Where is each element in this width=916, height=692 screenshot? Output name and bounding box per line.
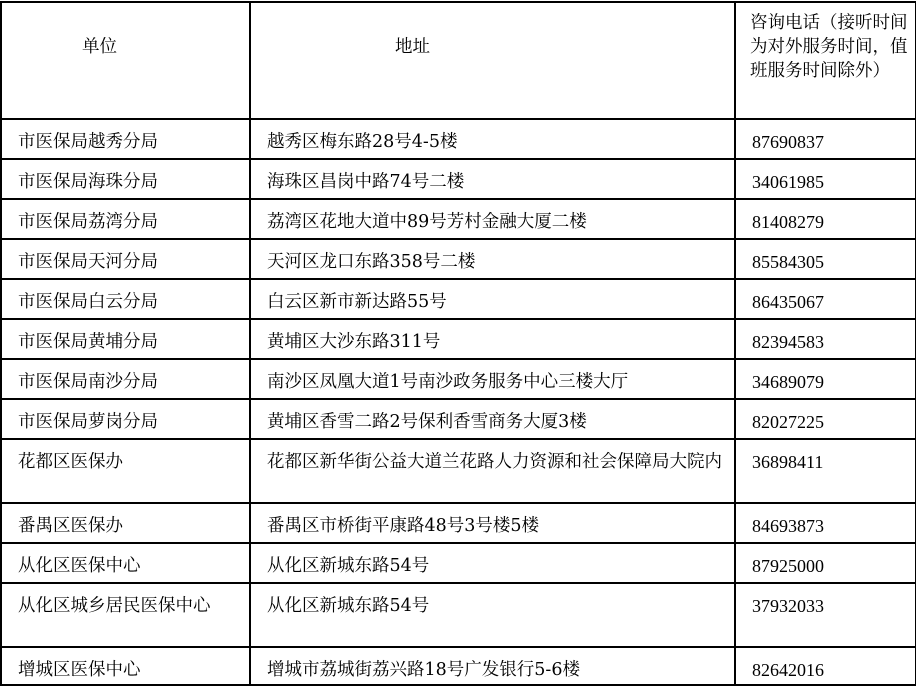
cell-address: 花都区新华街公益大道兰花路人力资源和社会保障局大院内 [250, 439, 735, 503]
cell-phone: 82394583 [735, 319, 916, 359]
cell-unit: 市医保局萝岗分局 [1, 399, 250, 439]
table-row [1, 503, 916, 543]
table-row [1, 543, 916, 583]
cell-address: 增城市荔城街荔兴路18号广发银行5-6楼 [250, 647, 735, 685]
table-row [1, 199, 916, 239]
cell-unit: 市医保局荔湾分局 [1, 199, 250, 239]
table-row [1, 159, 916, 199]
cell-address: 海珠区昌岗中路74号二楼 [250, 159, 735, 199]
contact-table [0, 1, 916, 686]
table-row [1, 359, 916, 399]
cell-unit: 市医保局白云分局 [1, 279, 250, 319]
cell-address: 越秀区梅东路28号4-5楼 [250, 119, 735, 159]
table-row [1, 239, 916, 279]
cell-unit: 增城区医保中心 [1, 647, 250, 685]
cell-address: 黄埔区大沙东路311号 [250, 319, 735, 359]
cell-unit: 花都区医保办 [1, 439, 250, 503]
table-row [1, 279, 916, 319]
cell-phone: 34689079 [735, 359, 916, 399]
cell-address: 番禺区市桥街平康路48号3号楼5楼 [250, 503, 735, 543]
cell-unit: 从化区医保中心 [1, 543, 250, 583]
header-row [1, 2, 916, 119]
cell-unit: 从化区城乡居民医保中心 [1, 583, 250, 647]
cell-address: 天河区龙口东路358号二楼 [250, 239, 735, 279]
table-row [1, 319, 916, 359]
table-row [1, 583, 916, 647]
table-row [1, 647, 916, 685]
cell-phone: 37932033 [735, 583, 916, 647]
cell-address: 从化区新城东路54号 [250, 583, 735, 647]
cell-phone: 84693873 [735, 503, 916, 543]
header-phone: 咨询电话（接听时间为对外服务时间，值班服务时间除外） [735, 2, 916, 119]
cell-unit: 番禺区医保办 [1, 503, 250, 543]
cell-address: 荔湾区花地大道中89号芳村金融大厦二楼 [250, 199, 735, 239]
cell-phone: 86435067 [735, 279, 916, 319]
cell-unit: 市医保局黄埔分局 [1, 319, 250, 359]
table-row [1, 119, 916, 159]
cell-address: 黄埔区香雪二路2号保利香雪商务大厦3楼 [250, 399, 735, 439]
cell-unit: 市医保局南沙分局 [1, 359, 250, 399]
cell-phone: 82027225 [735, 399, 916, 439]
cell-unit: 市医保局越秀分局 [1, 119, 250, 159]
cell-phone: 34061985 [735, 159, 916, 199]
cell-phone: 85584305 [735, 239, 916, 279]
cell-phone: 36898411 [735, 439, 916, 503]
cell-phone: 81408279 [735, 199, 916, 239]
cell-unit: 市医保局海珠分局 [1, 159, 250, 199]
cell-unit: 市医保局天河分局 [1, 239, 250, 279]
cell-address: 南沙区凤凰大道1号南沙政务服务中心三楼大厅 [250, 359, 735, 399]
cell-phone: 87925000 [735, 543, 916, 583]
table-row [1, 439, 916, 503]
header-unit: 单位 [1, 2, 250, 119]
cell-phone: 82642016 [735, 647, 916, 685]
cell-address: 白云区新市新达路55号 [250, 279, 735, 319]
cell-phone: 87690837 [735, 119, 916, 159]
table-row [1, 399, 916, 439]
cell-address: 从化区新城东路54号 [250, 543, 735, 583]
header-address: 地址 [250, 2, 735, 119]
